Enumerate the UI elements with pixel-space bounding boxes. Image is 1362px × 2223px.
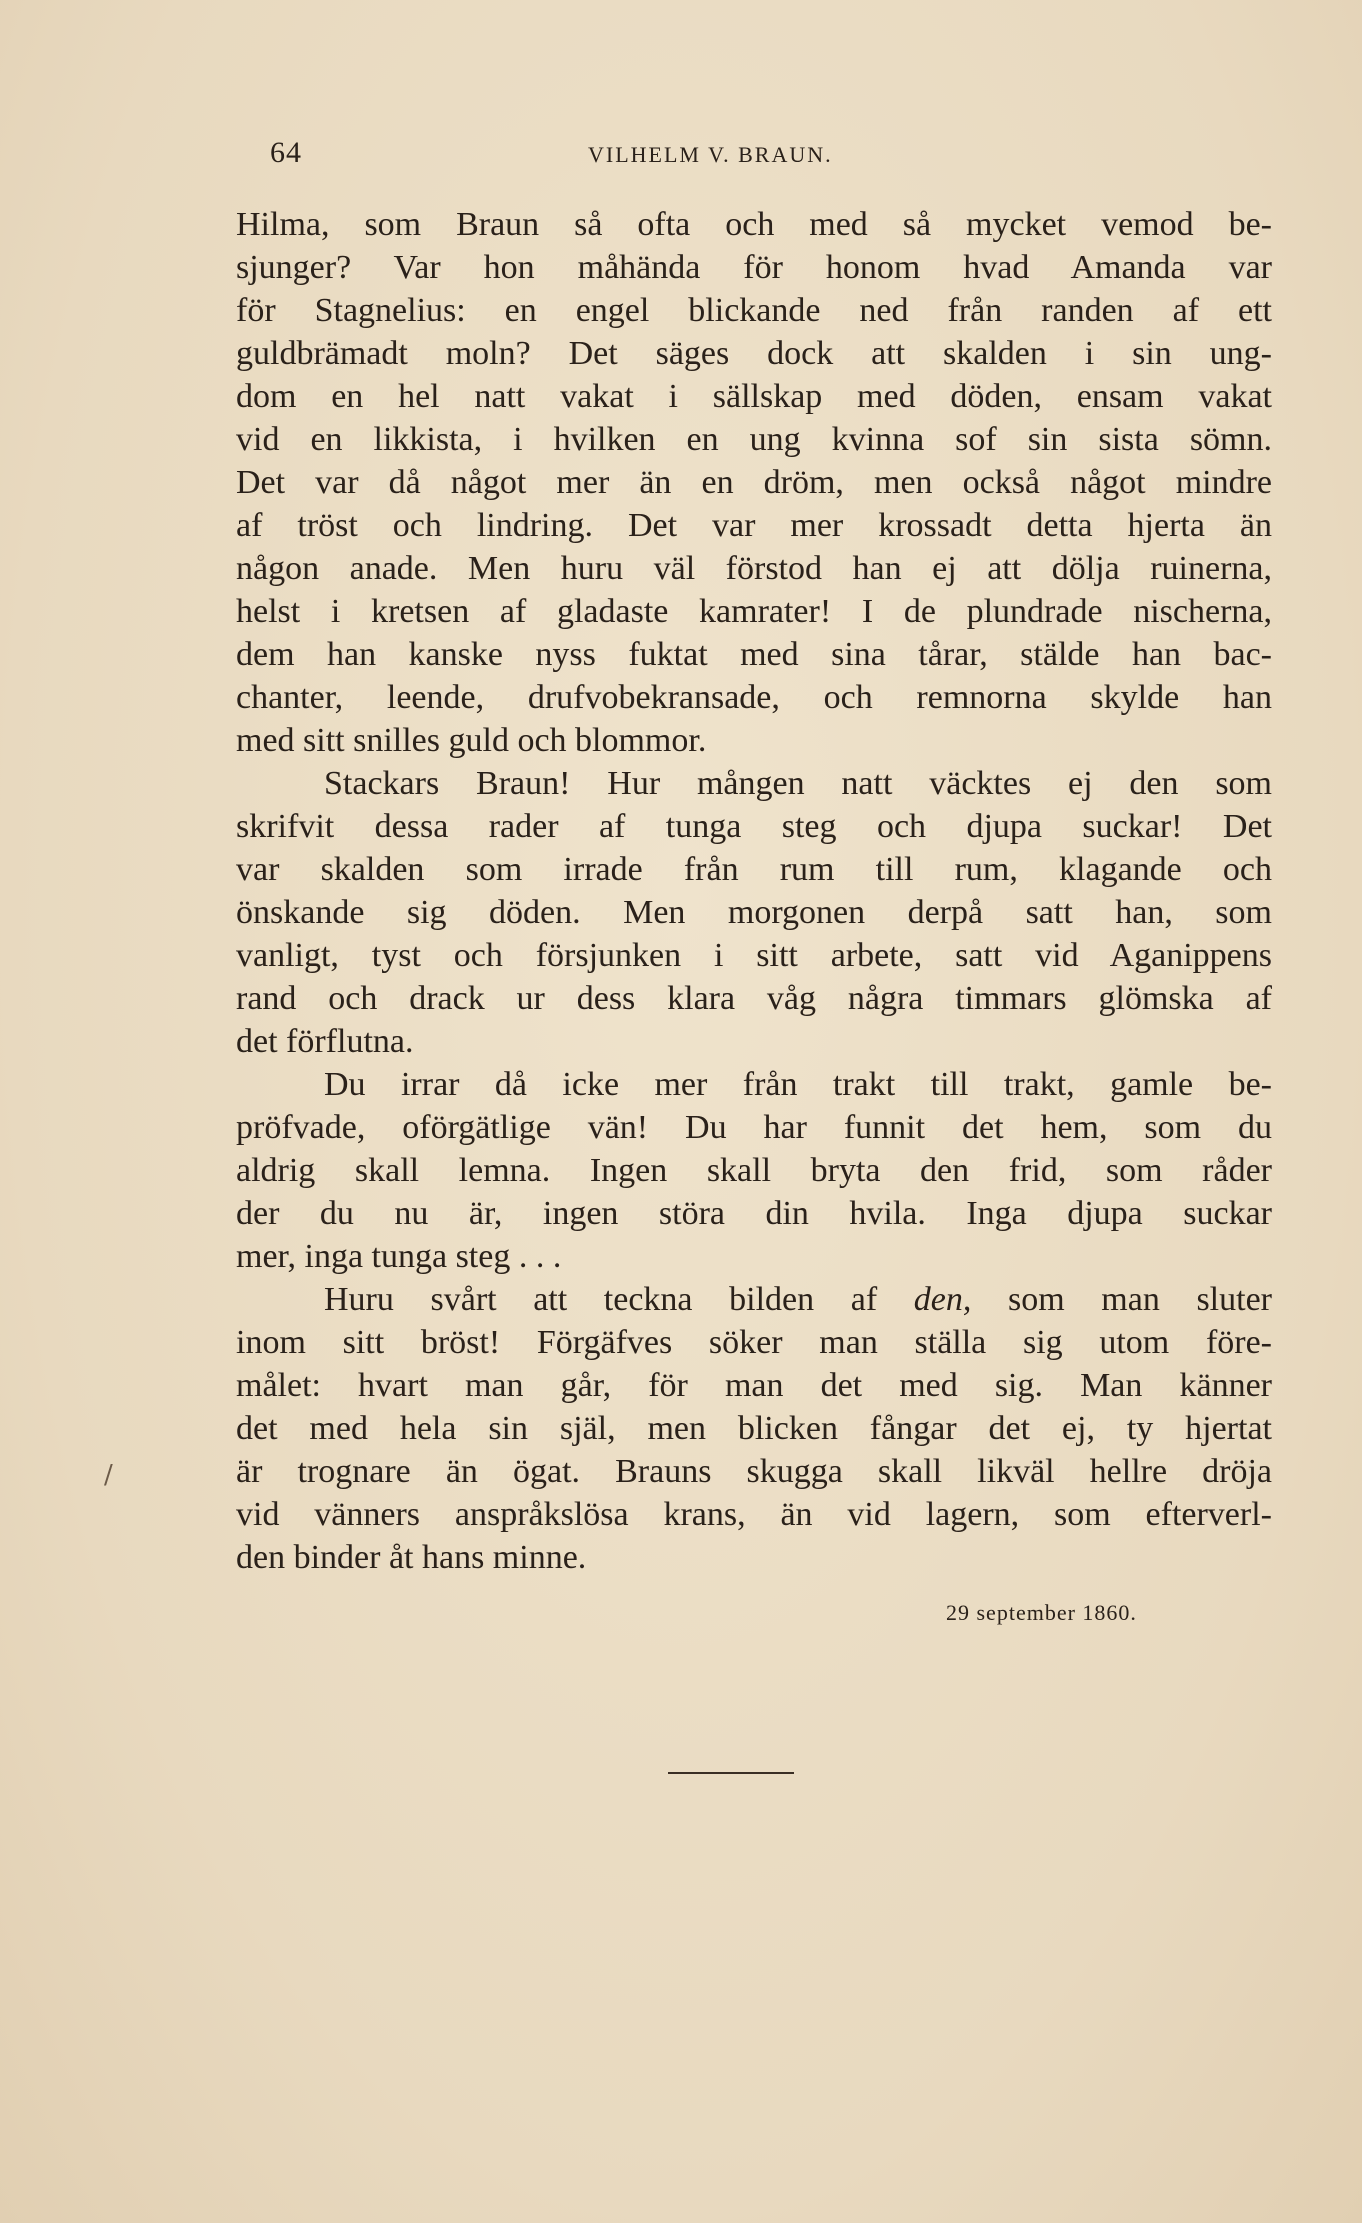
text-line: af tröst och lindring. Det var mer krossadt detta hjerta än — [236, 507, 1272, 544]
text-line: sjunger? Var hon måhända för honom hvad Amanda var — [236, 249, 1272, 286]
page-number: 64 — [270, 136, 302, 169]
text-line: vid vänners anspråkslösa krans, än vid lagern, som efterverl- — [236, 1496, 1272, 1533]
text-line: rand och drack ur dess klara våg några timmars glömska af — [236, 980, 1272, 1017]
text-line: chanter, leende, drufvobekransade, och remnorna skylde han — [236, 679, 1272, 716]
text-line: helst i kretsen af gladaste kamrater! I de plundrade nischerna, — [236, 593, 1272, 630]
text-line: Hilma, som Braun så ofta och med så mycket vemod be- — [236, 206, 1272, 243]
text-line: det förflutna. — [236, 1023, 414, 1060]
text-line: pröfvade, oförgätlige vän! Du har funnit det hem, som du — [236, 1109, 1272, 1146]
text-line — [236, 1278, 1272, 1321]
text-line: vanligt, tyst och försjunken i sitt arbete, satt vid Aganippens — [236, 937, 1272, 974]
text-run: som man sluter — [971, 1281, 1272, 1318]
text-line: skrifvit dessa rader af tunga steg och djupa suckar! Det — [236, 808, 1272, 845]
text-line: aldrig skall lemna. Ingen skall bryta den frid, som råder — [236, 1152, 1272, 1189]
text-line: Det var då något mer än en dröm, men också något mindre — [236, 464, 1272, 501]
text-line: Stackars Braun! Hur mången natt väcktes ej den som — [324, 765, 1272, 802]
text-line: inom sitt bröst! Förgäfves söker man ställa sig utom före- — [236, 1324, 1272, 1361]
text-line: någon anade. Men huru väl förstod han ej att dölja ruinerna, — [236, 550, 1272, 587]
text-run: Huru svårt att teckna bilden af — [324, 1281, 914, 1318]
text-line: önskande sig döden. Men morgonen derpå satt han, som — [236, 894, 1272, 931]
text-line: för Stagnelius: en engel blickande ned från randen af ett — [236, 292, 1272, 329]
text-line: var skalden som irrade från rum till rum, klagande och — [236, 851, 1272, 888]
text-line: dom en hel natt vakat i sällskap med döden, ensam vakat — [236, 378, 1272, 415]
text-line: vid en likkista, i hvilken en ung kvinna sof sin sista sömn. — [236, 421, 1272, 458]
italic-word: den, — [913, 1281, 972, 1318]
text-line: med sitt snilles guld och blommor. — [236, 722, 707, 759]
date-line: 29 september 1860. — [946, 1600, 1137, 1625]
closing-rule — [668, 1772, 794, 1774]
text-line: der du nu är, ingen störa din hvila. Inga djupa suckar — [236, 1195, 1272, 1232]
margin-pencil-mark: / — [104, 1460, 113, 1490]
running-head: VILHELM V. BRAUN. — [588, 142, 833, 167]
text-line: mer, inga tunga steg . . . — [236, 1238, 562, 1275]
text-line: är trognare än ögat. Brauns skugga skall likväl hellre dröja — [236, 1453, 1272, 1490]
text-line: Du irrar då icke mer från trakt till trakt, gamle be- — [324, 1066, 1272, 1103]
text-line: den binder åt hans minne. — [236, 1539, 587, 1576]
text-line: guldbrämadt moln? Det säges dock att skalden i sin ung- — [236, 335, 1272, 372]
text-line: dem han kanske nyss fuktat med sina tårar, stälde han bac- — [236, 636, 1272, 673]
text-line: målet: hvart man går, för man det med sig. Man känner — [236, 1367, 1272, 1404]
page-header — [270, 136, 910, 176]
body-text — [236, 203, 1272, 1579]
text-line: det med hela sin själ, men blicken fångar det ej, ty hjertat — [236, 1410, 1272, 1447]
